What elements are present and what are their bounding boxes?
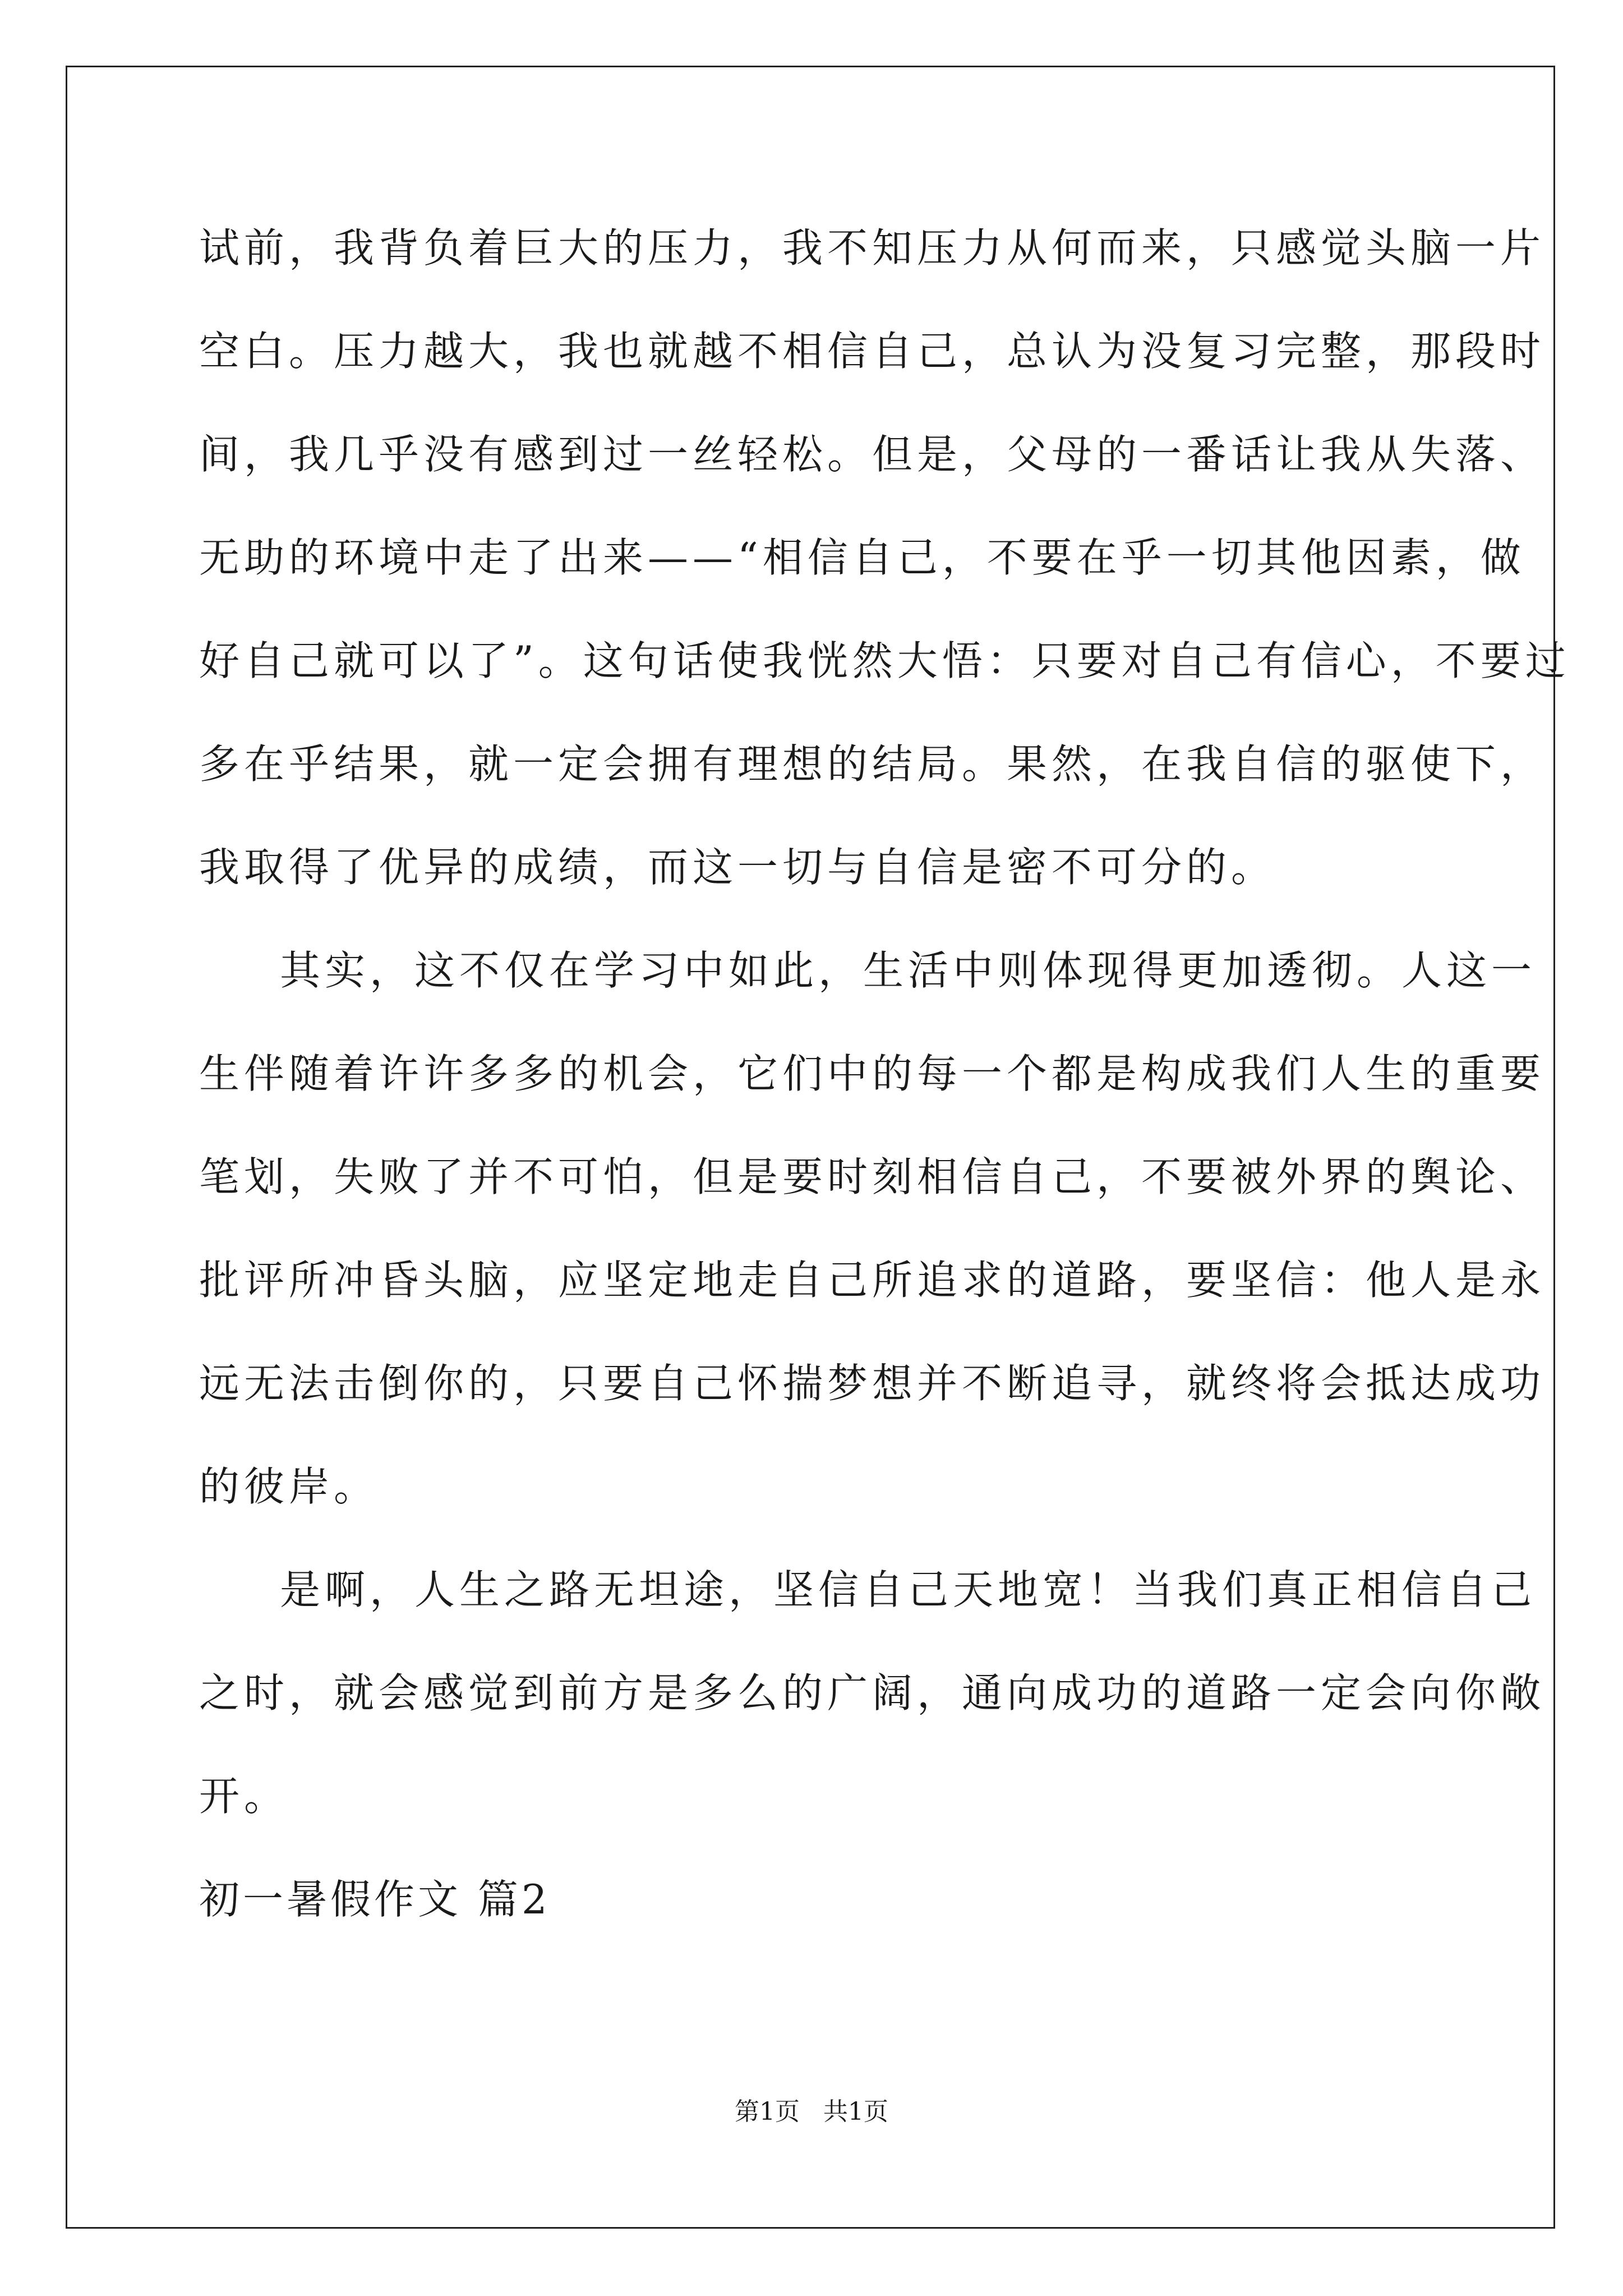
text-line: 生伴随着许许多多的机会，它们中的每一个都是构成我们人生的重要 — [199, 1050, 1546, 1097]
text-line: 我取得了优异的成绩，而这一切与自信是密不可分的。 — [199, 844, 1276, 891]
text-line: 间，我几乎没有感到过一丝轻松。但是，父母的一番话让我从失落、 — [199, 431, 1546, 478]
paragraph-start-line: 是啊，人生之路无坦途，坚信自己天地宽！当我们真正相信自己 — [280, 1566, 1537, 1613]
page-number-footer: 第1页 共1页 — [735, 2097, 888, 2126]
text-line: 无助的环境中走了出来——“相信自己，不要在乎一切其他因素，做 — [199, 534, 1525, 581]
text-line: 空白。压力越大，我也就越不相信自己，总认为没复习完整，那段时 — [199, 328, 1546, 375]
document-body — [199, 209, 1570, 1963]
paragraph-start-line: 其实，这不仅在学习中如此，生活中则体现得更加透彻。人这一 — [280, 947, 1537, 994]
text-line: 的彼岸。 — [199, 1463, 379, 1510]
section-heading: 初一暑假作文 篇2 — [199, 1876, 551, 1923]
text-line: 之时，就会感觉到前方是多么的广阔，通向成功的道路一定会向你敞 — [199, 1669, 1546, 1717]
text-line: 批评所冲昏头脑，应坚定地走自己所追求的道路，要坚信：他人是永 — [199, 1257, 1546, 1304]
text-line: 多在乎结果，就一定会拥有理想的结局。果然，在我自信的驱使下， — [199, 740, 1546, 788]
text-line: 笔划，失败了并不可怕，但是要时刻相信自己，不要被外界的舆论、 — [199, 1153, 1546, 1200]
text-line: 好自己就可以了”。这句话使我恍然大悟：只要对自己有信心，不要过 — [199, 637, 1570, 684]
text-line: 试前，我背负着巨大的压力，我不知压力从何而来，只感觉头脑一片 — [199, 224, 1546, 272]
text-line: 远无法击倒你的，只要自己怀揣梦想并不断追寻，就终将会抵达成功 — [199, 1360, 1546, 1407]
text-line: 开。 — [199, 1773, 289, 1820]
